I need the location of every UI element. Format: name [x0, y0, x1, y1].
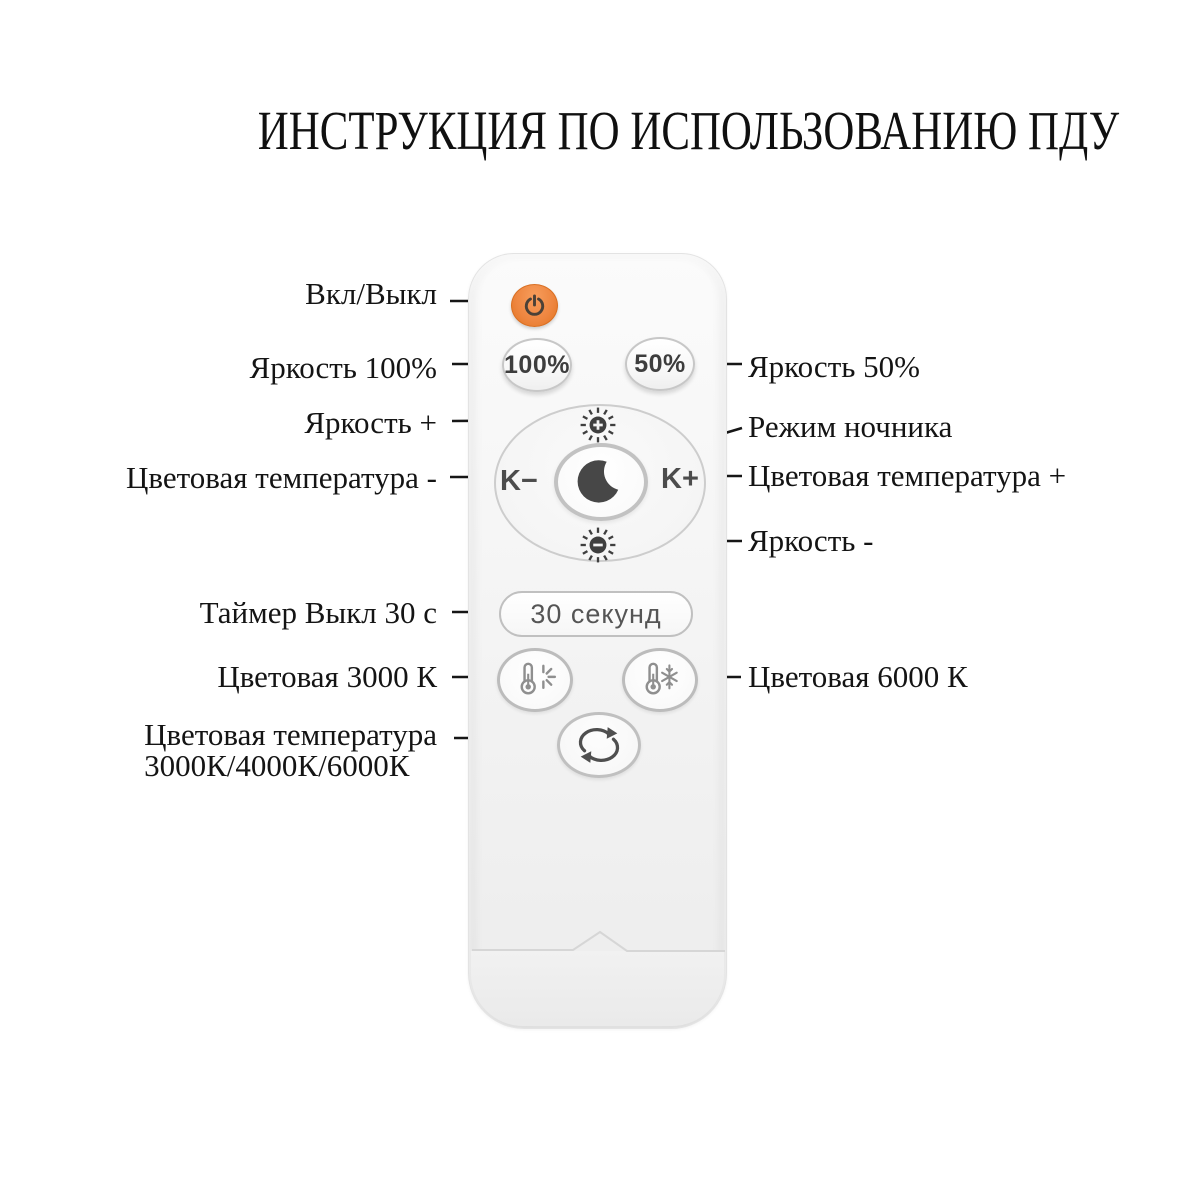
remote-control [468, 253, 727, 1029]
sun-minus-icon [579, 526, 617, 564]
label-brightness-down: Яркость - [748, 523, 874, 558]
brightness-100-button[interactable] [502, 338, 572, 392]
thermometer-sun-icon [512, 659, 558, 701]
brightness-down-button[interactable] [578, 525, 618, 565]
brightness-50-label: 50% [634, 349, 686, 378]
label-color-3000k: Цветовая 3000 К [217, 659, 437, 694]
label-color-6000k: Цветовая 6000 К [748, 659, 968, 694]
brightness-50-button[interactable] [625, 337, 695, 391]
power-button[interactable] [511, 284, 558, 327]
sun-plus-icon [579, 406, 617, 444]
cycle-arrows-icon [572, 722, 626, 768]
label-color-temp-cycle-line1: Цветовая температура [144, 717, 437, 752]
power-icon [521, 292, 548, 319]
cool-6000k-button[interactable] [622, 648, 698, 712]
label-power: Вкл/Выкл [305, 276, 437, 311]
timer-30s-label: 30 секунд [530, 598, 662, 629]
kelvin-minus-button[interactable]: K− [500, 465, 538, 497]
label-color-temp-cycle-line2: 3000К/4000К/6000К [144, 748, 410, 783]
timer-30s-button[interactable] [499, 591, 693, 637]
label-timer-30s: Таймер Выкл 30 с [199, 595, 437, 630]
cycle-temp-button[interactable] [557, 712, 641, 778]
night-mode-button[interactable] [554, 443, 648, 521]
brightness-up-button[interactable] [578, 405, 618, 445]
label-brightness-50: Яркость 50% [748, 349, 920, 384]
warm-3000k-button[interactable] [497, 648, 573, 712]
label-brightness-up: Яркость + [304, 405, 437, 440]
moon-icon [574, 457, 624, 507]
label-color-temp-cycle [144, 719, 437, 781]
brightness-100-label: 100% [504, 350, 570, 379]
thermometer-snowflake-icon [637, 659, 683, 701]
label-color-temp-minus: Цветовая температура - [126, 460, 437, 495]
label-color-temp-plus: Цветовая температура + [748, 458, 1067, 493]
label-brightness-100: Яркость 100% [249, 350, 437, 385]
label-night-mode: Режим ночника [748, 409, 953, 444]
kelvin-plus-button[interactable]: K+ [661, 463, 699, 495]
page-title: ИНСТРУКЦИЯ ПО ИСПОЛЬЗОВАНИЮ ПДУ [257, 100, 1120, 161]
